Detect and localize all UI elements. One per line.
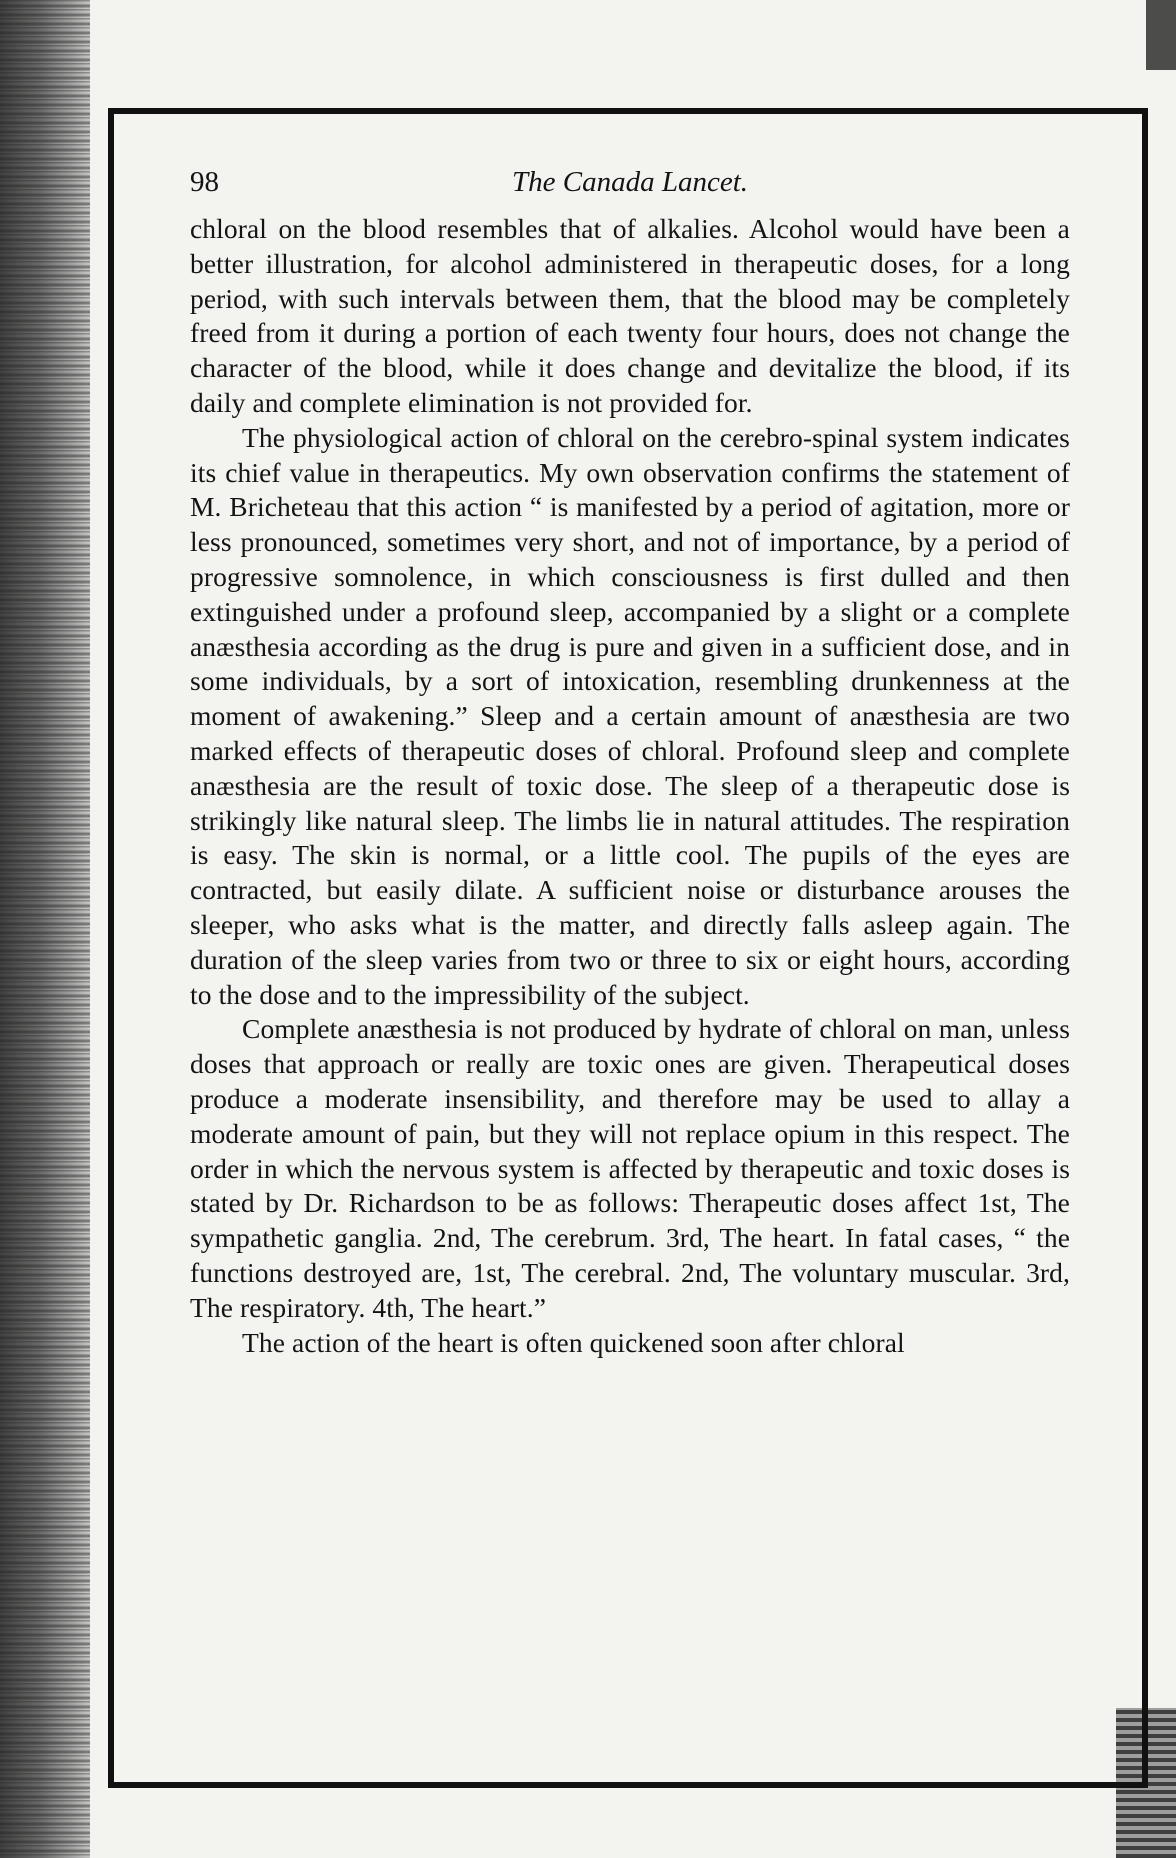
scan-edge-mark-top [1146,0,1176,70]
page-number: 98 [190,166,219,198]
page-content [190,160,1070,1360]
running-head [190,160,1070,212]
article-text [190,212,1070,1360]
journal-title: The Canada Lancet. [511,166,749,198]
paragraph-physiological-action: The physiological action of chloral on the cerebro-spinal system indicates its chief value in therapeutics. My own observation confirms the statement of M. Bricheteau that this action “ is manifested by a period of agitation, more or less pronounced, sometimes very short, and not of importance, by a period of progressive somnolence, in which consciousness is first dulled and then extinguished under a profound sleep, accompanied by a slight or a complete anæsthesia according as the drug is pure and given in a sufficient dose, and in some individuals, by a sort of intoxication, resembling drunkenness at the moment of awakening.” Sleep and a certain amount of anæsthesia are two marked effects of therapeutic doses of chloral. Profound sleep and complete anæsthesia are the result of toxic dose. The sleep of a therapeutic dose is strikingly like natural sleep. The limbs lie in natural attitudes. The respiration is easy. The skin is normal, or a little cool. The pupils of the eyes are contracted, but easily dilate. A sufficient noise or disturbance arouses the sleeper, who asks what is the matter, and directly falls asleep again. The duration of the sleep varies from two or three to six or eight hours, according to the dose and to the impressibility of the subject. [190,421,1070,1010]
paragraph-continuation: chloral on the blood resembles that of alkalies. Alcohol would have been a better illustration, for alcohol administered in therapeutic doses, for a long period, with such intervals between them, that the blood may be completely freed from it during a portion of each twenty four hours, does not change the character of the blood, while it does change and devitalize the blood, if its daily and complete elimination is not provided for. [190,213,1070,418]
binding-shadow [0,0,90,1858]
paragraph-heart-action: The action of the heart is often quickened soon after chloral [242,1326,905,1358]
paragraph-anaesthesia: Complete anæsthesia is not produced by hydrate of chloral on man, unless doses that approach or really are toxic ones are given. Therapeutical doses produce a moderate insensibility, and therefore may be used to allay a moderate amount of pain, but they will not replace opium in this respect. The order in which the nervous system is affected by therapeutic and toxic doses is stated by Dr. Richardson to be as follows: Therapeutic doses affect 1st, The sympathetic ganglia. 2nd, The cerebrum. 3rd, The heart. In fatal cases, “ the functions destroyed are, 1st, The cerebral. 2nd, The voluntary muscular. 3rd, The respiratory. 4th, The heart.” [190,1013,1070,1323]
